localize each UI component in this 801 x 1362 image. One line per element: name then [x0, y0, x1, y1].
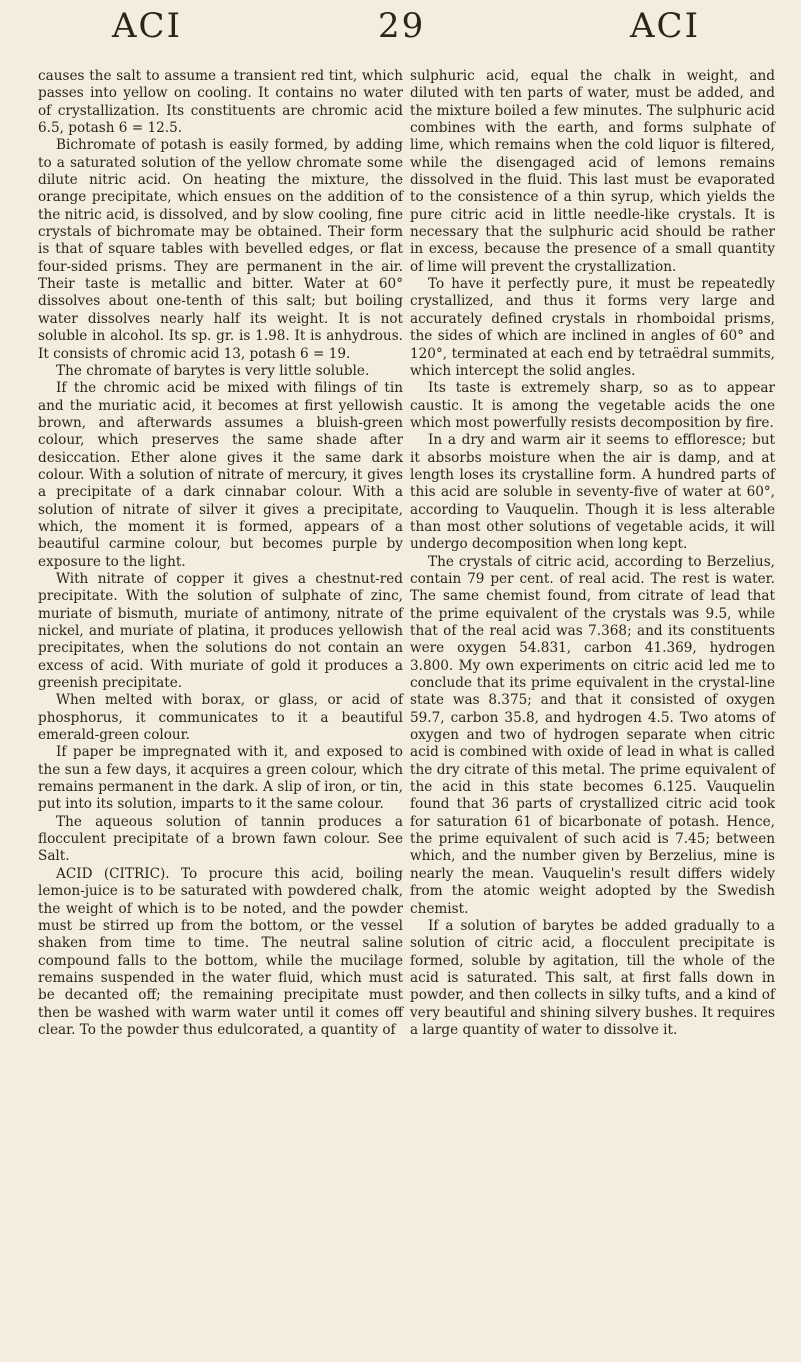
right-column	[410, 68, 775, 1039]
paragraph: The aqueous solution of tannin produces a flocculent precipitate of a brown fawn colour. See Salt.	[38, 813, 403, 865]
paragraph: If paper be impregnated with it, and exposed to the sun a few days, it acquires a green colour, which remains permanent in the dark. A slip of iron, or tin, put into its solution, imparts to it the same colour.	[38, 744, 403, 813]
paragraph: sulphuric acid, equal the chalk in weight, and diluted with ten parts of water, must be added, and the mixture boiled a few minutes. The sulphuric acid combines with the earth, and forms sulphate of lime, which remains when the cold liquor is filtered, while the disengaged acid of lemons remains dissolved in the fluid. This last must be evaporated to the consistence of a thin syrup, which yields the pure citric acid in little needle-like crystals. It is necessary that the sulphuric acid should be rather in excess, because the presence of a small quantity of lime will prevent the crystallization.	[410, 68, 775, 275]
paragraph: causes the salt to assume a transient red tint, which passes into yellow on cooling. It contains no water of crystallization. Its constituents are chromic acid 6.5, potash 6 = 12.5.	[38, 68, 403, 137]
paragraph: To have it perfectly pure, it must be repeatedly crystallized, and thus it forms very large and accurately defined crystals in rhomboidal prisms, the sides of which are inclined in angles of 60° and 120°, terminated at each end by tetraëdral summits, which intercept the solid angles.	[410, 276, 775, 379]
paragraph: If the chromic acid be mixed with filings of tin and the muriatic acid, it becomes at first yellowish brown, and afterwards assumes a bluish-green colour, which preserves the same shade after desiccation. Ether alone gives it the same dark colour. With a solution of nitrate of mercury, it gives a precipitate of a dark cinnabar colour. With a solution of nitrate of silver it gives a precipitate, which, the moment it is formed, appears of a beautiful carmine colour, but becomes purple by exposure to the light.	[38, 380, 403, 570]
left-column	[38, 68, 403, 1039]
paragraph: Bichromate of potash is easily formed, by adding to a saturated solution of the yellow chromate some dilute nitric acid. On heating the mixture, the orange precipitate, which ensues on the addition of the nitric acid, is dissolved, and by slow cooling, fine crystals of bichromate may be obtained. Their form is that of square tables with bevelled edges, or flat four-sided prisms. They are permanent in the air. Their taste is metallic and bitter. Water at 60° dissolves about one-tenth of this salt; but boiling water dissolves nearly half its weight. It is not soluble in alcohol. Its sp. gr. is 1.98. It is anhydrous. It consists of chromic acid 13, potash 6 = 19.	[38, 137, 403, 362]
paragraph: Its taste is extremely sharp, so as to appear caustic. It is among the vegetable acids the one which most powerfully resists decomposition by fire.	[410, 380, 775, 431]
running-head-left: ACI	[112, 6, 182, 46]
running-header	[0, 6, 801, 56]
paragraph: In a dry and warm air it seems to effloresce; but it absorbs moisture when the air is damp, and at length loses its crystalline form. A hundred parts of this acid are soluble in seventy-five of water at 60°, according to Vauquelin. Though it is less alterable than most other solutions of vegetable acids, it will undergo decomposition when long kept.	[410, 432, 775, 553]
paragraph: With nitrate of copper it gives a chestnut-red precipitate. With the solution of sulphate of zinc, muriate of bismuth, muriate of antimony, nitrate of nickel, and muriate of platina, it produces yellowish precipitates, when the solutions do not contain an excess of acid. With muriate of gold it produces a greenish precipitate.	[38, 570, 403, 692]
paragraph: When melted with borax, or glass, or acid of phosphorus, it communicates to it a beautiful emerald-green colour.	[38, 692, 403, 744]
paragraph: If a solution of barytes be added gradually to a solution of citric acid, a flocculent precipitate is formed, soluble by agitation, till the whole of the acid is saturated. This salt, at first falls down in powder, and then collects in silky tufts, and a kind of very beautiful and shining silvery bushes. It requires a large quantity of water to dissolve it.	[410, 917, 775, 1038]
paragraph: The chromate of barytes is very little soluble.	[56, 362, 370, 379]
page-number: 29	[378, 6, 426, 46]
entry-acid-citric: ACID (CITRIC). To procure this acid, boiling lemon-juice is to be saturated with powdered chalk, the weight of which is to be noted, and the powder must be stirred up from the bottom, or the vessel shaken from time to time. The neutral saline compound falls to the bottom, while the mucilage remains suspended in the water fluid, which must be decanted off; the remaining precipitate must then be washed with warm water until it comes off clear. To the powder thus edulcorated, a quantity of	[38, 865, 403, 1038]
running-head-right: ACI	[630, 6, 700, 46]
paragraph: The crystals of citric acid, according to Berzelius, contain 79 per cent. of real acid. The rest is water. The same chemist found, from citrate of lead that the prime equivalent of the crystals was 9.5, while that of the real acid was 7.368; and its constituents were oxygen 54.831, carbon 41.369, hydrogen 3.800. My own experiments on citric acid led me to conclude that its prime equivalent in the crystal-line state was 8.375; and that it consisted of oxygen 59.7, carbon 35.8, and hydrogen 4.5. Two atoms of oxygen and two of hydrogen separate when citric acid is combined with oxide of lead in what is called the dry citrate of this metal. The prime equivalent of the acid in this state becomes 6.125. Vauquelin found that 36 parts of crystallized citric acid took for saturation 61 of bicarbonate of potash. Hence, the prime equivalent of such acid is 7.45; between which, and the number given by Berzelius, mine is nearly the mean. Vauquelin's result differs widely from the atomic weight adopted by the Swedish chemist.	[410, 553, 775, 917]
